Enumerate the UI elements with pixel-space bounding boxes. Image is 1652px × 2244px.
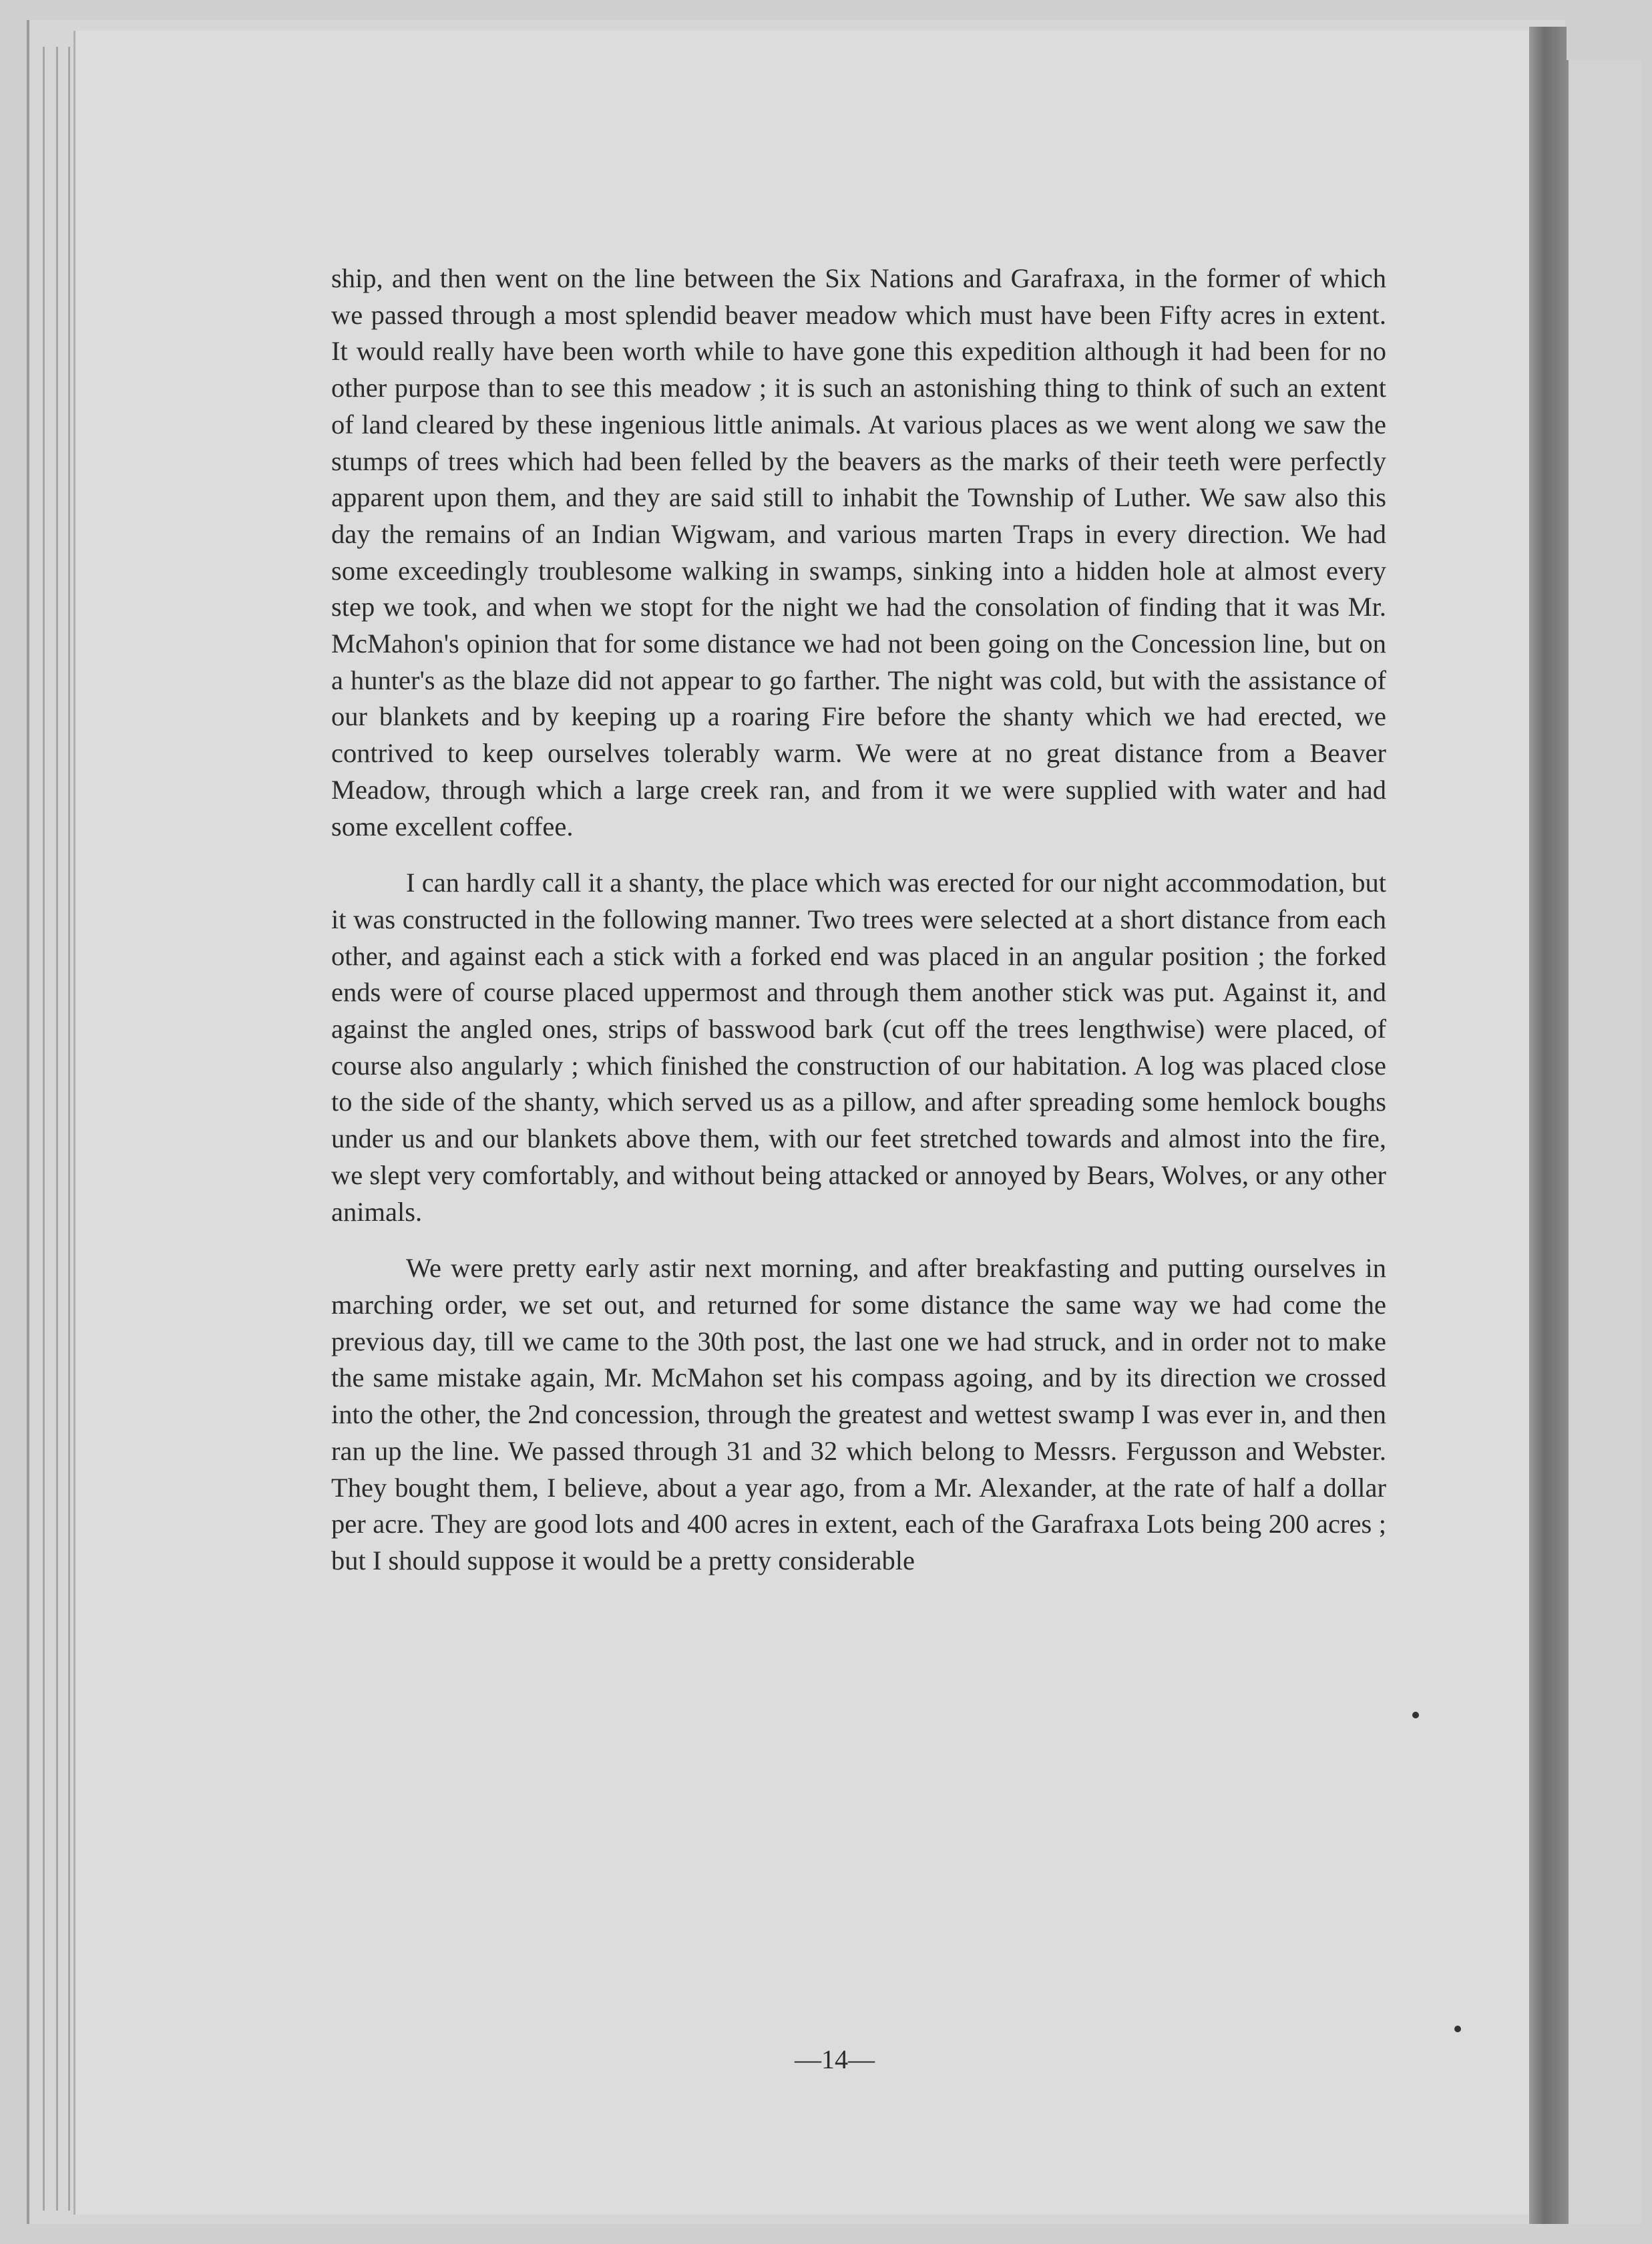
facing-page-edge [1567,60,1642,2224]
page-body-text [331,260,1386,1579]
page-edge-line [56,47,58,2211]
book-gutter-shadow [1529,27,1567,2224]
paragraph-2: I can hardly call it a shanty, the place which was erected for our night accommodation, but it was constructed in the following manner. Two trees were selected at a short distance from each other, and against each a stick with a forked end was placed in an angular position ; the forked ends were of course placed uppermost and through them another stick was put. Against it, and against the angled ones, strips of basswood bark (cut off the trees lengthwise) were placed, of course also angularly ; which finished the construction of our habitation. A log was placed close to the side of the shanty, which served us as a pillow, and after spreading some hemlock boughs under us and our blankets above them, with our feet stretched towards and almost into the fire, we slept very comfortably, and without being attacked or annoyed by Bears, Wolves, or any other animals. [331,868,1386,1227]
page-edge-line [43,47,45,2211]
paragraph-3: We were pretty early astir next morning, and after breakfasting and putting ourselves in marching order, we set out, and returned for some distance the same way we had come the previous day, till we came to the 30th post, the last one we had struck, and in order not to make the same mistake again, Mr. McMahon set his compass agoing, and by its direction we crossed into the other, the 2nd concession, through the greatest and wettest swamp I was ever in, and then ran up the line. We passed through 31 and 32 which belong to Messrs. Fergusson and Webster. They bought them, I believe, about a year ago, from a Mr. Alexander, at the rate of half a dollar per acre. They are good lots and 400 acres in extent, each of the Garafraxa Lots being 200 acres ; but I should suppose it would be a pretty considerable [331,1253,1386,1575]
page-edge-line [68,47,70,2211]
scan-speck [1412,1712,1419,1718]
scan-speck [1454,2026,1461,2032]
page-number: —14— [795,2044,875,2074]
paragraph-1: ship, and then went on the line between the Six Nations and Garafraxa, in the former of which we passed through a most splendid beaver meadow which must have been Fifty acres in extent. It would really have been worth while to have gone this expedition although it had been for no other purpose than to see this meadow ; it is such an astonishing thing to think of such an extent of land cleared by these ingenious little animals. At various places as we went along we saw the stumps of trees which had been felled by the beavers as the marks of their teeth were perfectly apparent upon them, and they are said still to inhabit the Township of Luther. We saw also this day the remains of an Indian Wigwam, and various marten Traps in every direction. We had some exceedingly troublesome walking in swamps, sinking into a hidden hole at almost every step we took, and when we stopt for the night we had the consolation of finding that it was Mr. McMahon's opinion that for some distance we had not been going on the Concession line, but on a hunter's as the blaze did not appear to go farther. The night was cold, but with the assistance of our blankets and by keeping up a roaring Fire before the shanty which we had erected, we contrived to keep ourselves tolerably warm. We were at no great distance from a Beaver Meadow, through which a large creek ran, and from it we were supplied with water and had some excellent coffee. [331,263,1386,842]
